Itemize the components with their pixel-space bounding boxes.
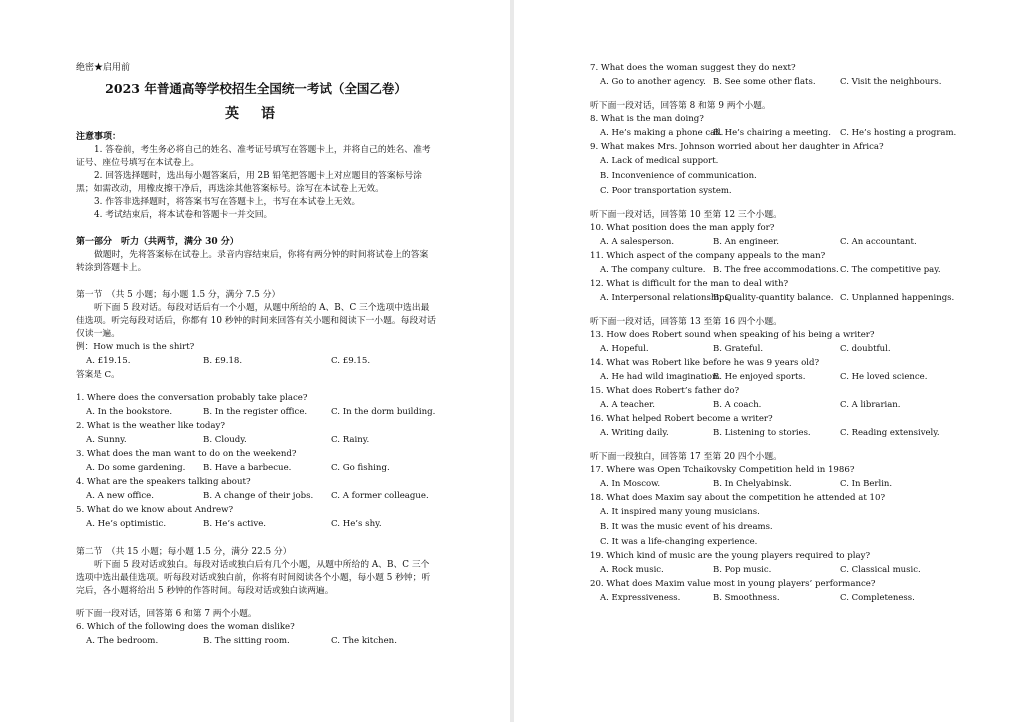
option-b: B. The sitting room. bbox=[203, 636, 290, 646]
example-answer: 答案是 C。 bbox=[76, 370, 120, 380]
question-text: 16. What helped Robert become a writer? bbox=[590, 414, 773, 424]
question-1 bbox=[76, 392, 436, 420]
exam-page-right bbox=[514, 0, 1024, 722]
option-a: A. He had wild imagination. bbox=[600, 372, 721, 382]
option-a: A. A teacher. bbox=[600, 400, 655, 410]
question-text: 11. Which aspect of the company appeals to the man? bbox=[590, 251, 826, 261]
option-c: C. doubtful. bbox=[840, 344, 891, 354]
question-12 bbox=[590, 278, 964, 306]
option-b: B. Have a barbecue. bbox=[203, 463, 292, 473]
question-8 bbox=[590, 113, 964, 141]
option-c: C. The kitchen. bbox=[331, 636, 397, 646]
question-20 bbox=[590, 578, 964, 606]
option-a: A. £19.15. bbox=[86, 356, 131, 366]
option-c: C. Go fishing. bbox=[331, 463, 390, 473]
question-17 bbox=[590, 464, 964, 492]
question-options bbox=[76, 517, 436, 532]
instruction-8-9: 听下面一段对话，回答第 8 和第 9 两个小题。 bbox=[590, 101, 771, 111]
part1-description: 做题时，先将答案标在试卷上。录音内容结束后，你将有两分钟的时间将试卷上的答案转涂到答题卡上。 bbox=[76, 250, 429, 273]
option-a: A. A salesperson. bbox=[600, 237, 675, 247]
question-11 bbox=[590, 250, 964, 278]
option-b: B. Listening to stories. bbox=[713, 428, 811, 438]
question-text: 17. Where was Open Tchaikovsky Competition held in 1986? bbox=[590, 465, 855, 475]
option-c: C. Reading extensively. bbox=[840, 428, 940, 438]
section1-title: 第一节 （共 5 小题；每小题 1.5 分，满分 7.5 分） bbox=[76, 290, 281, 300]
notice-item: 4. 考试结束后，将本试卷和答题卡一并交回。 bbox=[94, 210, 273, 220]
question-options bbox=[590, 75, 964, 90]
example-question: 例：How much is the shirt? bbox=[76, 342, 195, 352]
option-a: A. Hopeful. bbox=[600, 344, 649, 354]
exam-page-left bbox=[0, 0, 510, 722]
option-c: C. Classical music. bbox=[840, 565, 921, 575]
question-options bbox=[590, 342, 964, 357]
question-options bbox=[590, 370, 964, 385]
option-c: C. He loved science. bbox=[840, 372, 928, 382]
option-a: A. A new office. bbox=[86, 491, 154, 501]
question-13 bbox=[590, 329, 964, 357]
question-options bbox=[76, 433, 436, 448]
question-options bbox=[76, 461, 436, 476]
question-text: 8. What is the man doing? bbox=[590, 114, 704, 124]
option-c: C. A former colleague. bbox=[331, 491, 429, 501]
question-4 bbox=[76, 476, 436, 504]
part1-title: 第一部分 听力（共两节，满分 30 分） bbox=[76, 237, 239, 247]
exam-subject: 英语 bbox=[225, 106, 297, 122]
question-options bbox=[590, 426, 964, 441]
option-c: C. In the dorm building. bbox=[331, 407, 436, 417]
option-b: B. He enjoyed sports. bbox=[713, 372, 806, 382]
option-a: A. Sunny. bbox=[86, 435, 127, 445]
section2-description: 听下面 5 段对话或独白。每段对话或独白后有几个小题，从题中所给的 A、B、C 三个选项中选出最佳选项。听每段对话或独白前，你将有时间阅读各个小题，每小题 5 秒钟；听完后，各小题将给出 5 秒钟的作答时间。每段对话或独白读两遍。 bbox=[76, 560, 431, 596]
question-text: 6. Which of the following does the woman dislike? bbox=[76, 622, 295, 632]
option-a: A. In the bookstore. bbox=[86, 407, 173, 417]
option-a: A. It inspired many young musicians. bbox=[600, 507, 760, 517]
option-b: B. In the register office. bbox=[203, 407, 308, 417]
option-b: B. £9.18. bbox=[203, 356, 243, 366]
question-text: 20. What does Maxim value most in young players’ performance? bbox=[590, 579, 876, 589]
question-options bbox=[76, 405, 436, 420]
option-b: B. Smoothness. bbox=[713, 593, 780, 603]
question-text: 3. What does the man want to do on the weekend? bbox=[76, 449, 297, 459]
option-b: B. Grateful. bbox=[713, 344, 764, 354]
notice-item: 1. 答卷前，考生务必将自己的姓名、准考证号填写在答题卡上，并将自己的姓名、准考证号、座位号填写在本试卷上。 bbox=[76, 145, 431, 168]
option-b: B. He’s chairing a meeting. bbox=[713, 128, 831, 138]
question-10 bbox=[590, 222, 964, 250]
option-b: B. Quality-quantity balance. bbox=[713, 293, 834, 303]
instruction-6-7: 听下面一段对话，回答第 6 和第 7 两个小题。 bbox=[76, 609, 257, 619]
option-c: C. Unplanned happenings. bbox=[840, 293, 955, 303]
option-a: A. Expressiveness. bbox=[600, 593, 681, 603]
option-a: A. Do some gardening. bbox=[86, 463, 186, 473]
question-19 bbox=[590, 550, 964, 578]
question-text: 4. What are the speakers talking about? bbox=[76, 477, 251, 487]
instruction-10-12: 听下面一段对话，回答第 10 至第 12 三个小题。 bbox=[590, 210, 782, 220]
option-a: A. In Moscow. bbox=[600, 479, 661, 489]
question-text: 15. What does Robert’s father do? bbox=[590, 386, 740, 396]
question-14 bbox=[590, 357, 964, 385]
option-c: C. In Berlin. bbox=[840, 479, 893, 489]
question-text: 12. What is difficult for the man to deal with? bbox=[590, 279, 789, 289]
option-c: C. He’s hosting a program. bbox=[840, 128, 957, 138]
option-c: C. It was a life-changing experience. bbox=[600, 537, 758, 547]
question-2 bbox=[76, 420, 436, 448]
question-3 bbox=[76, 448, 436, 476]
question-15 bbox=[590, 385, 964, 413]
option-b: B. See some other flats. bbox=[713, 77, 816, 87]
question-options bbox=[590, 563, 964, 578]
option-a: A. He’s optimistic. bbox=[86, 519, 167, 529]
notice-heading: 注意事项： bbox=[76, 132, 122, 142]
question-text: 14. What was Robert like before he was 9 years old? bbox=[590, 358, 820, 368]
question-options bbox=[76, 489, 436, 504]
question-7 bbox=[590, 62, 964, 90]
option-a: A. Go to another agency. bbox=[600, 77, 706, 87]
option-c: C. Poor transportation system. bbox=[600, 186, 732, 196]
option-b: B. It was the music event of his dreams. bbox=[600, 522, 773, 532]
question-text: 5. What do we know about Andrew? bbox=[76, 505, 234, 515]
option-a: A. Rock music. bbox=[600, 565, 664, 575]
confidential-label: 绝密★启用前 bbox=[76, 63, 131, 73]
option-b: B. In Chelyabinsk. bbox=[713, 479, 792, 489]
question-options bbox=[590, 477, 964, 492]
exam-title: 2023 年普通高等学校招生全国统一考试（全国乙卷） bbox=[105, 81, 407, 96]
option-c: C. An accountant. bbox=[840, 237, 917, 247]
option-a: A. Lack of medical support. bbox=[600, 156, 719, 166]
option-c: C. A librarian. bbox=[840, 400, 901, 410]
option-b: B. A change of their jobs. bbox=[203, 491, 314, 501]
notice-item: 2. 回答选择题时，选出每小题答案后，用 2B 铅笔把答题卡上对应题目的答案标号涂黑；如需改动，用橡皮擦干净后，再选涂其他答案标号。涂写在本试卷上无效。 bbox=[76, 171, 422, 194]
option-a: A. The bedroom. bbox=[86, 636, 159, 646]
option-a: A. Writing daily. bbox=[600, 428, 669, 438]
section2-title: 第二节 （共 15 小题；每小题 1.5 分，满分 22.5 分） bbox=[76, 547, 292, 557]
option-b: B. He’s active. bbox=[203, 519, 267, 529]
section1-description: 听下面 5 段对话。每段对话后有一个小题，从题中所给的 A、B、C 三个选项中选出最佳选项。听完每段对话后，你都有 10 秒钟的时间来回答有关小题和阅读下一小题。每段对话仅读一遍。 bbox=[76, 303, 436, 339]
question-text: 10. What position does the man apply for? bbox=[590, 223, 775, 233]
option-b: B. The free accommodations. bbox=[713, 265, 839, 275]
option-a: A. He’s making a phone call. bbox=[600, 128, 724, 138]
option-c: C. Completeness. bbox=[840, 593, 915, 603]
option-b: B. Cloudy. bbox=[203, 435, 247, 445]
question-text: 18. What does Maxim say about the competition he attended at 10? bbox=[590, 493, 886, 503]
question-options bbox=[590, 126, 964, 141]
question-options bbox=[590, 291, 964, 306]
example-options bbox=[76, 354, 436, 369]
option-c: C. The competitive pay. bbox=[840, 265, 941, 275]
question-options bbox=[76, 634, 436, 649]
question-options bbox=[590, 591, 964, 606]
question-text: 1. Where does the conversation probably take place? bbox=[76, 393, 308, 403]
question-options bbox=[590, 235, 964, 250]
question-text: 7. What does the woman suggest they do next? bbox=[590, 63, 796, 73]
question-9 bbox=[590, 141, 964, 199]
option-b: B. Pop music. bbox=[713, 565, 772, 575]
option-c: C. Visit the neighbours. bbox=[840, 77, 942, 87]
instruction-13-16: 听下面一段对话，回答第 13 至第 16 四个小题。 bbox=[590, 317, 782, 327]
option-a: A. Interpersonal relationships. bbox=[600, 293, 732, 303]
option-b: B. A coach. bbox=[713, 400, 762, 410]
question-options bbox=[590, 398, 964, 413]
option-b: B. Inconvenience of communication. bbox=[600, 171, 757, 181]
option-c: C. Rainy. bbox=[331, 435, 370, 445]
question-options bbox=[590, 263, 964, 278]
notice-item: 3. 作答非选择题时，将答案书写在答题卡上，书写在本试卷上无效。 bbox=[94, 197, 361, 207]
option-c: C. He’s shy. bbox=[331, 519, 382, 529]
question-text: 19. Which kind of music are the young players required to play? bbox=[590, 551, 871, 561]
instruction-17-20: 听下面一段独白，回答第 17 至第 20 四个小题。 bbox=[590, 452, 782, 462]
question-16 bbox=[590, 413, 964, 441]
question-text: 13. How does Robert sound when speaking of his being a writer? bbox=[590, 330, 875, 340]
option-a: A. The company culture. bbox=[600, 265, 706, 275]
question-text: 2. What is the weather like today? bbox=[76, 421, 226, 431]
question-5 bbox=[76, 504, 436, 532]
question-6 bbox=[76, 621, 436, 649]
question-18 bbox=[590, 492, 964, 550]
question-text: 9. What makes Mrs. Johnson worried about her daughter in Africa? bbox=[590, 142, 884, 152]
option-b: B. An engineer. bbox=[713, 237, 779, 247]
option-c: C. £9.15. bbox=[331, 356, 371, 366]
